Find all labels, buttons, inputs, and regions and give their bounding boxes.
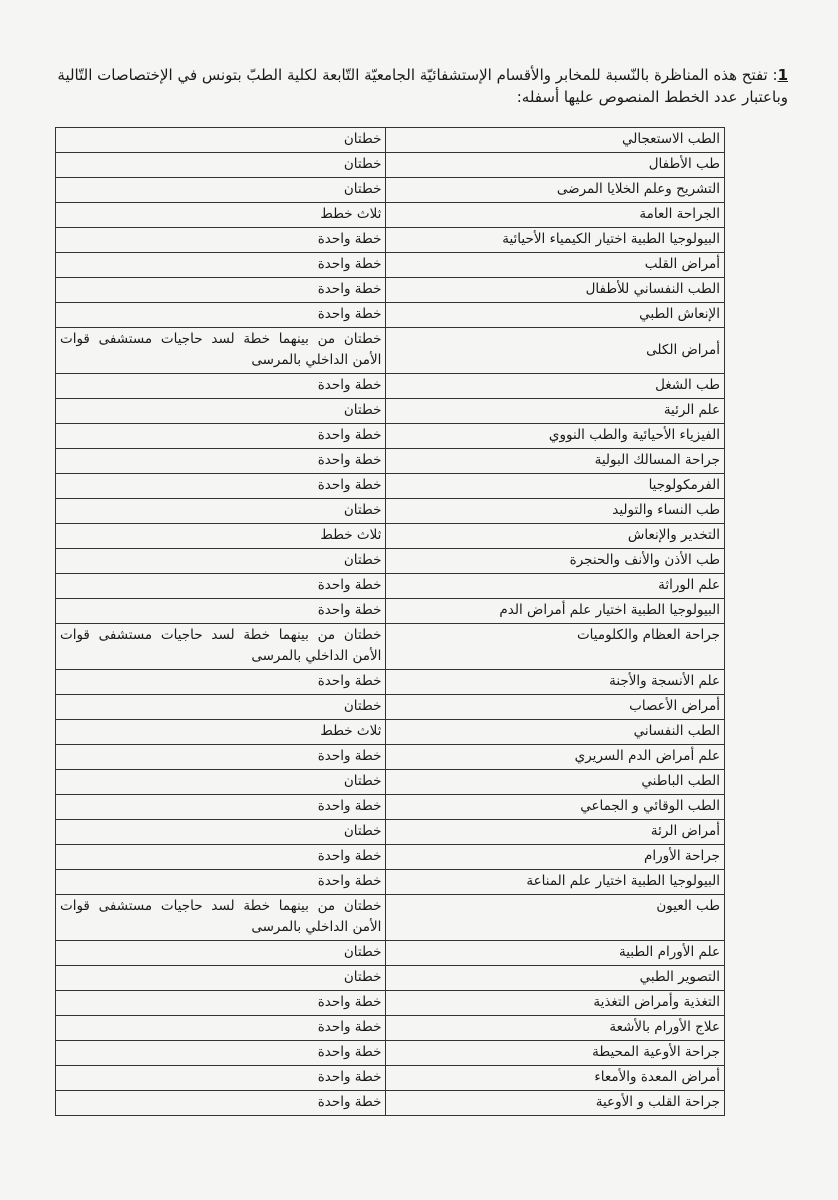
specialty-cell: أمراض المعدة والأمعاء — [386, 1066, 725, 1091]
specialty-cell: البيولوجيا الطبية اختيار علم أمراض الدم — [386, 599, 725, 624]
table-row — [56, 153, 725, 178]
table-row — [56, 328, 725, 374]
plans-cell: خطة واحدة — [56, 303, 386, 328]
plans-cell: خطة واحدة — [56, 474, 386, 499]
plans-cell: خطة واحدة — [56, 599, 386, 624]
plans-cell: خطة واحدة — [56, 670, 386, 695]
table-row — [56, 745, 725, 770]
plans-cell: خطة واحدة — [56, 574, 386, 599]
specialty-cell: جراحة العظام والكلوميات — [386, 624, 725, 670]
specialty-cell: الطب النفساني — [386, 720, 725, 745]
table-row — [56, 770, 725, 795]
specialty-cell: أمراض الأعصاب — [386, 695, 725, 720]
plans-cell: ثلاث خطط — [56, 203, 386, 228]
table-row — [56, 670, 725, 695]
plans-cell: خطة واحدة — [56, 845, 386, 870]
specialty-cell: علم الأورام الطبية — [386, 941, 725, 966]
table-row — [56, 128, 725, 153]
table-row — [56, 1016, 725, 1041]
table-row — [56, 895, 725, 941]
plans-cell: خطتان — [56, 399, 386, 424]
table-row — [56, 474, 725, 499]
specialty-cell: الجراحة العامة — [386, 203, 725, 228]
plans-cell: خطتان من بينهما خطة لسد حاجيات مستشفى قوات الأمن الداخلي بالمرسى — [56, 624, 386, 670]
plans-cell: ثلاث خطط — [56, 524, 386, 549]
table-row — [56, 1091, 725, 1116]
table-row — [56, 870, 725, 895]
specialty-cell: الطب الاستعجالي — [386, 128, 725, 153]
specialty-cell: جراحة الأوعية المحيطة — [386, 1041, 725, 1066]
plans-cell: خطتان — [56, 941, 386, 966]
table-row — [56, 695, 725, 720]
specialty-cell: علم الأنسجة والأجنة — [386, 670, 725, 695]
specialty-cell: طب الأذن والأنف والحنجرة — [386, 549, 725, 574]
table-row — [56, 374, 725, 399]
plans-cell: خطة واحدة — [56, 991, 386, 1016]
plans-cell: خطتان — [56, 820, 386, 845]
specialty-cell: أمراض القلب — [386, 253, 725, 278]
plans-cell: خطة واحدة — [56, 449, 386, 474]
plans-cell: خطة واحدة — [56, 278, 386, 303]
table-row — [56, 524, 725, 549]
plans-cell: خطة واحدة — [56, 228, 386, 253]
table-row — [56, 303, 725, 328]
table-row — [56, 424, 725, 449]
table-row — [56, 966, 725, 991]
specialty-cell: أمراض الكلى — [386, 328, 725, 374]
table-row — [56, 1066, 725, 1091]
specialties-table — [55, 127, 725, 1116]
table-row — [56, 624, 725, 670]
specialty-cell: علم الرئية — [386, 399, 725, 424]
specialty-cell: جراحة القلب و الأوعية — [386, 1091, 725, 1116]
specialty-cell: علاج الأورام بالأشعة — [386, 1016, 725, 1041]
specialty-cell: طب النساء والتوليد — [386, 499, 725, 524]
specialty-cell: جراحة المسالك البولية — [386, 449, 725, 474]
plans-cell: خطة واحدة — [56, 1041, 386, 1066]
plans-cell: خطتان — [56, 966, 386, 991]
specialty-cell: التصوير الطبي — [386, 966, 725, 991]
specialty-cell: الطب النفساني للأطفال — [386, 278, 725, 303]
specialty-cell: الفيزياء الأحيائية والطب النووي — [386, 424, 725, 449]
table-row — [56, 449, 725, 474]
plans-cell: خطة واحدة — [56, 374, 386, 399]
specialty-cell: طب الأطفال — [386, 153, 725, 178]
specialty-cell: أمراض الرئة — [386, 820, 725, 845]
intro-paragraph — [50, 64, 788, 108]
plans-cell: خطة واحدة — [56, 1091, 386, 1116]
table-row — [56, 574, 725, 599]
specialty-cell: طب الشغل — [386, 374, 725, 399]
intro-text: : تفتح هذه المناظرة بالنّسبة للمخابر والأقسام الإستشفائيّة الجامعيّة التّابعة لكلية الطبّ بتونس في الإختصاصات التّالية وباعتبار عدد الخطط المنصوص عليها أسفله: — [57, 66, 788, 106]
table-row — [56, 991, 725, 1016]
plans-cell: خطة واحدة — [56, 795, 386, 820]
specialty-cell: التخدير والإنعاش — [386, 524, 725, 549]
specialty-cell: علم الوراثة — [386, 574, 725, 599]
table-row — [56, 720, 725, 745]
table-row — [56, 941, 725, 966]
plans-cell: خطتان — [56, 153, 386, 178]
plans-cell: خطتان — [56, 770, 386, 795]
specialty-cell: جراحة الأورام — [386, 845, 725, 870]
plans-cell: خطة واحدة — [56, 1066, 386, 1091]
specialty-cell: الإنعاش الطبي — [386, 303, 725, 328]
table-row — [56, 499, 725, 524]
table-row — [56, 1041, 725, 1066]
table-row — [56, 820, 725, 845]
table-row — [56, 599, 725, 624]
specialty-cell: الطب الباطني — [386, 770, 725, 795]
plans-cell: خطتان — [56, 549, 386, 574]
plans-cell: خطتان — [56, 128, 386, 153]
plans-cell: خطتان من بينهما خطة لسد حاجيات مستشفى قوات الأمن الداخلي بالمرسى — [56, 328, 386, 374]
plans-cell: خطتان — [56, 499, 386, 524]
table-row — [56, 278, 725, 303]
table-row — [56, 795, 725, 820]
specialty-cell: الطب الوقائي و الجماعي — [386, 795, 725, 820]
table-row — [56, 845, 725, 870]
table-row — [56, 178, 725, 203]
plans-cell: خطة واحدة — [56, 253, 386, 278]
table-row — [56, 203, 725, 228]
table-row — [56, 399, 725, 424]
specialty-cell: طب العيون — [386, 895, 725, 941]
specialty-cell: البيولوجيا الطبية اختيار علم المناعة — [386, 870, 725, 895]
plans-cell: خطتان — [56, 178, 386, 203]
plans-cell: خطة واحدة — [56, 745, 386, 770]
specialty-cell: التغذية وأمراض التغذية — [386, 991, 725, 1016]
plans-cell: خطتان من بينهما خطة لسد حاجيات مستشفى قوات الأمن الداخلي بالمرسى — [56, 895, 386, 941]
specialty-cell: التشريح وعلم الخلايا المرضى — [386, 178, 725, 203]
plans-cell: خطة واحدة — [56, 1016, 386, 1041]
clause-number: 1 — [777, 66, 788, 84]
table-row — [56, 253, 725, 278]
plans-cell: خطة واحدة — [56, 870, 386, 895]
specialty-cell: الفرمكولوجيا — [386, 474, 725, 499]
specialty-cell: البيولوجيا الطبية اختيار الكيمياء الأحيائية — [386, 228, 725, 253]
table-row — [56, 228, 725, 253]
plans-cell: خطتان — [56, 695, 386, 720]
specialty-cell: علم أمراض الدم السريري — [386, 745, 725, 770]
plans-cell: خطة واحدة — [56, 424, 386, 449]
table-row — [56, 549, 725, 574]
plans-cell: ثلاث خطط — [56, 720, 386, 745]
